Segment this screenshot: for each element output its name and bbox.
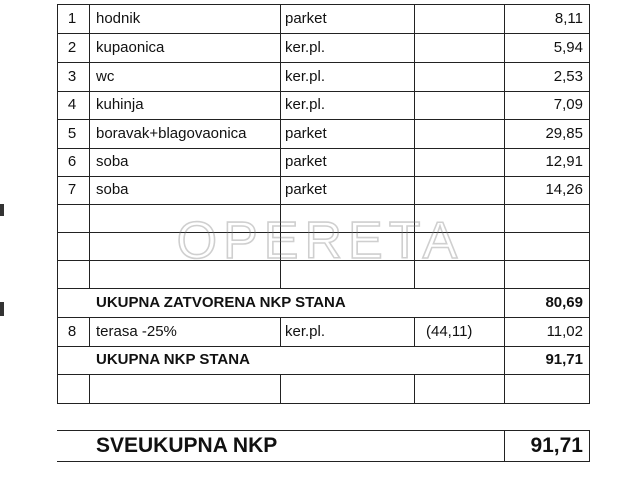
table-line — [414, 374, 415, 404]
row-number: 2 — [67, 39, 77, 56]
table-line — [89, 374, 90, 404]
table-line — [89, 4, 90, 288]
table-line — [280, 374, 281, 404]
table-line — [57, 91, 590, 92]
floor-type: parket — [285, 10, 327, 27]
room-name: wc — [96, 68, 115, 85]
row-number: 8 — [67, 323, 77, 340]
floor-type: ker.pl. — [285, 39, 326, 56]
table-line — [57, 33, 590, 34]
table-line — [280, 317, 281, 346]
row-number: 5 — [67, 125, 77, 142]
room-name: soba — [96, 181, 129, 198]
row-number: 7 — [67, 181, 77, 198]
room-name: terasa -25% — [96, 323, 177, 340]
row-number: 1 — [67, 10, 77, 27]
room-area: 29,85 — [545, 125, 583, 142]
table-line — [57, 4, 590, 5]
room-name: hodnik — [96, 10, 141, 27]
floor-type: parket — [285, 125, 327, 142]
room-area: 12,91 — [545, 153, 583, 170]
table-line — [589, 430, 590, 462]
floor-type: ker.pl. — [285, 323, 326, 340]
room-name: kuhinja — [96, 96, 144, 113]
table-line — [57, 317, 590, 318]
floor-type: parket — [285, 153, 327, 170]
scan-margin-mark — [0, 204, 4, 216]
room-area: 14,26 — [545, 181, 583, 198]
row-number: 3 — [67, 68, 77, 85]
watermark-logo — [170, 210, 470, 270]
room-area: 8,11 — [554, 10, 583, 27]
table-line — [504, 430, 505, 462]
table-line — [57, 62, 590, 63]
room-area: 11,02 — [546, 323, 583, 340]
table-line — [89, 317, 90, 346]
svg-text:OPERETA: OPERETA — [176, 212, 464, 270]
grand-total-value: 91,71 — [530, 434, 583, 457]
floor-type: ker.pl. — [285, 96, 326, 113]
row-number: 6 — [67, 153, 77, 170]
grand-total-label: SVEUKUPNA NKP — [96, 434, 278, 457]
room-area: 2,53 — [553, 68, 583, 85]
floor-type: parket — [285, 181, 327, 198]
table-line — [57, 288, 590, 289]
subtotal-total-value: 91,71 — [545, 351, 583, 368]
subtotal-closed-value: 80,69 — [545, 294, 583, 311]
table-line — [57, 204, 590, 205]
room-area: 5,94 — [553, 39, 583, 56]
table-line — [57, 461, 590, 462]
table-line — [57, 346, 590, 347]
floor-type: ker.pl. — [285, 68, 326, 85]
table-line — [57, 374, 590, 375]
table-line — [57, 403, 590, 404]
row-number: 4 — [67, 96, 77, 113]
room-name: boravak+blagovaonica — [96, 125, 247, 142]
subtotal-total-label: UKUPNA NKP STANA — [96, 351, 250, 368]
subtotal-closed-label: UKUPNA ZATVORENA NKP STANA — [96, 294, 346, 311]
room-area: 7,09 — [553, 96, 583, 113]
table-line — [57, 148, 590, 149]
table-line — [414, 317, 415, 346]
scan-margin-mark — [0, 302, 4, 316]
room-name: soba — [96, 153, 129, 170]
table-line — [57, 176, 590, 177]
gross-area: (44,11) — [426, 323, 473, 340]
table-line — [57, 119, 590, 120]
table-line — [57, 430, 590, 431]
room-name: kupaonica — [96, 39, 165, 56]
